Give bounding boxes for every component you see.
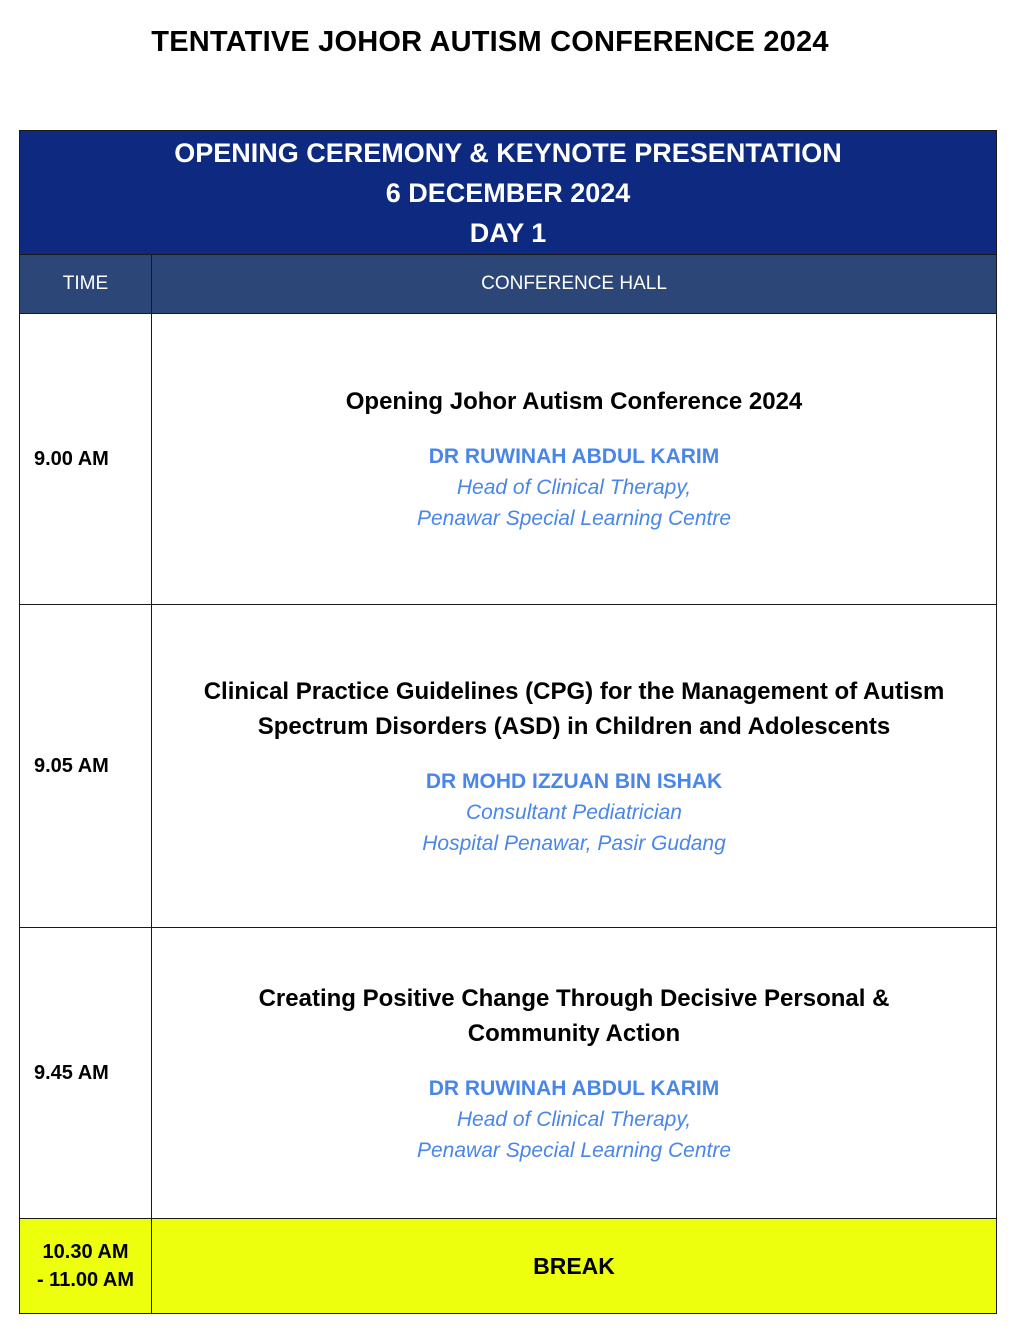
session-details <box>152 928 997 1219</box>
session-title <box>152 384 996 419</box>
speaker-name: DR RUWINAH ABDUL KARIM <box>428 1076 720 1100</box>
break-label: BREAK <box>152 1219 997 1314</box>
day-banner <box>20 131 997 255</box>
session-title-line: Spectrum Disorders (ASD) in Children and Adolescents <box>257 712 891 740</box>
session-row <box>20 928 997 1219</box>
banner-day: DAY 1 <box>469 217 547 248</box>
schedule-table <box>19 130 997 1314</box>
session-time: 9.45 AM <box>20 928 152 1219</box>
banner-date: 6 DECEMBER 2024 <box>385 177 631 208</box>
break-row <box>20 1219 997 1314</box>
speaker-organization: Penawar Special Learning Centre <box>416 1138 732 1162</box>
session-title-line: Clinical Practice Guidelines (CPG) for the Management of Autism <box>203 677 945 705</box>
session-title <box>152 981 996 1051</box>
session-title-line: Community Action <box>467 1019 681 1047</box>
session-details <box>152 605 997 928</box>
session-time: 9.05 AM <box>20 605 152 928</box>
break-time-start: 10.30 AM <box>42 1241 129 1263</box>
banner-row <box>20 131 997 255</box>
session-title-line: Creating Positive Change Through Decisive Personal & <box>258 984 890 1012</box>
session-title <box>152 674 996 744</box>
speaker-name: DR MOHD IZZUAN BIN ISHAK <box>425 769 723 793</box>
time-column-header: TIME <box>20 255 152 314</box>
speaker-organization: Hospital Penawar, Pasir Gudang <box>422 831 726 855</box>
speaker-role: Head of Clinical Therapy, <box>456 1107 692 1131</box>
column-header-row <box>20 255 997 314</box>
session-row <box>20 605 997 928</box>
speaker-role: Consultant Pediatrician <box>466 800 682 824</box>
speaker-organization: Penawar Special Learning Centre <box>416 507 732 530</box>
break-time-end: - 11.00 AM <box>36 1269 135 1291</box>
session-row <box>20 314 997 605</box>
session-details <box>152 314 997 605</box>
banner-heading: OPENING CEREMONY & KEYNOTE PRESENTATION <box>174 137 842 168</box>
break-time <box>20 1219 152 1314</box>
speaker-name: DR RUWINAH ABDUL KARIM <box>428 445 720 468</box>
page-title: TENTATIVE JOHOR AUTISM CONFERENCE 2024 <box>151 26 829 58</box>
speaker-role: Head of Clinical Therapy, <box>456 476 692 499</box>
hall-column-header: CONFERENCE HALL <box>152 255 997 314</box>
session-title-line: Opening Johor Autism Conference 2024 <box>345 388 803 415</box>
session-time: 9.00 AM <box>20 314 152 605</box>
